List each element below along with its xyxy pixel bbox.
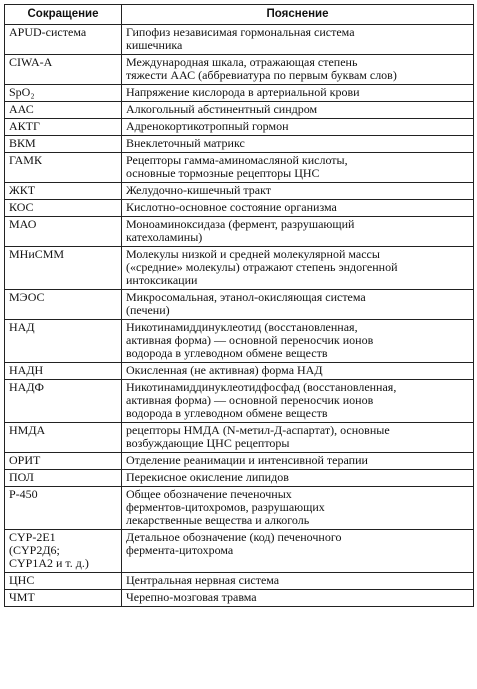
abbreviation-cell: НАДН xyxy=(5,363,122,380)
explanation-cell: Моноаминоксидаза (фермент, разрушающий катехоламины) xyxy=(122,217,474,247)
explanation-cell: Окисленная (не активная) форма НАД xyxy=(122,363,474,380)
explanation-cell: Микросомальная, этанол-окисляющая система (печени) xyxy=(122,290,474,320)
explanation-cell: Внеклеточный матрикс xyxy=(122,136,474,153)
abbreviation-cell: ЦНС xyxy=(5,573,122,590)
table-row xyxy=(5,200,474,217)
table-row xyxy=(5,25,474,55)
table-row xyxy=(5,530,474,573)
table-header-row xyxy=(5,5,474,25)
table-row xyxy=(5,119,474,136)
table-row xyxy=(5,102,474,119)
explanation-cell: Общее обозначение печеночных ферментов-цитохромов, разрушающих лекарственные вещества и алкоголь xyxy=(122,487,474,530)
explanation-cell: Отделение реанимации и интенсивной терапии xyxy=(122,453,474,470)
table-row xyxy=(5,136,474,153)
explanation-cell: Центральная нервная система xyxy=(122,573,474,590)
abbreviation-cell: АКТГ xyxy=(5,119,122,136)
table-row xyxy=(5,183,474,200)
table-row xyxy=(5,153,474,183)
explanation-cell: Никотинамиддинуклеотид (восстановленная, активная форма) — основной переносчик ионов водорода в углеводном обмене веществ xyxy=(122,320,474,363)
table-row xyxy=(5,85,474,102)
explanation-cell: Детальное обозначение (код) печеночного фермента-цитохрома xyxy=(122,530,474,573)
abbreviation-cell: ЖКТ xyxy=(5,183,122,200)
explanation-cell: Черепно-мозговая травма xyxy=(122,590,474,607)
abbreviation-cell: CIWA-A xyxy=(5,55,122,85)
abbreviation-cell: КОС xyxy=(5,200,122,217)
abbreviation-cell: МЭОС xyxy=(5,290,122,320)
abbreviations-table xyxy=(4,4,474,607)
abbreviation-cell: НАДФ xyxy=(5,380,122,423)
table-row xyxy=(5,217,474,247)
header-abbreviation: Сокращение xyxy=(5,5,122,25)
abbreviation-cell: ГАМК xyxy=(5,153,122,183)
abbreviation-cell: МНиСММ xyxy=(5,247,122,290)
explanation-cell: рецепторы НМДА (N-метил-Д-аспартат), основные возбуждающие ЦНС рецепторы xyxy=(122,423,474,453)
table-row xyxy=(5,363,474,380)
explanation-cell: Желудочно-кишечный тракт xyxy=(122,183,474,200)
table-row xyxy=(5,573,474,590)
table-row xyxy=(5,470,474,487)
table-row xyxy=(5,55,474,85)
explanation-cell: Никотинамиддинуклеотидфосфад (восстановленная, активная форма) — основной переносчик ионов водорода в углеводном обмене веществ xyxy=(122,380,474,423)
abbreviation-cell: НМДА xyxy=(5,423,122,453)
explanation-cell: Международная шкала, отражающая степень тяжести ААС (аббревиатура по первым буквам слов) xyxy=(122,55,474,85)
explanation-cell: Алкогольный абстинентный синдром xyxy=(122,102,474,119)
abbreviation-cell: ПОЛ xyxy=(5,470,122,487)
abbreviation-cell: ВКМ xyxy=(5,136,122,153)
table-row xyxy=(5,590,474,607)
table-row xyxy=(5,247,474,290)
table-row xyxy=(5,380,474,423)
table-body xyxy=(5,25,474,607)
abbreviation-cell: НАД xyxy=(5,320,122,363)
abbreviation-cell: Р-450 xyxy=(5,487,122,530)
abbreviation-cell: CYP-2E1 (CYP2Д6; CYP1A2 и т. д.) xyxy=(5,530,122,573)
explanation-cell: Молекулы низкой и средней молекулярной массы («средние» молекулы) отражают степень эндогенной интоксикации xyxy=(122,247,474,290)
explanation-cell: Напряжение кислорода в артериальной крови xyxy=(122,85,474,102)
explanation-cell: Адренокортикотропный гормон xyxy=(122,119,474,136)
explanation-cell: Гипофиз независимая гормональная система кишечника xyxy=(122,25,474,55)
abbreviation-cell: SpO₂ xyxy=(5,85,122,102)
table-row xyxy=(5,453,474,470)
abbreviation-cell: ЧМТ xyxy=(5,590,122,607)
explanation-cell: Кислотно-основное состояние организма xyxy=(122,200,474,217)
table-row xyxy=(5,423,474,453)
abbreviation-cell: МАО xyxy=(5,217,122,247)
abbreviation-cell: APUD-система xyxy=(5,25,122,55)
table-row xyxy=(5,487,474,530)
table-row xyxy=(5,320,474,363)
header-explanation: Пояснение xyxy=(122,5,474,25)
explanation-cell: Рецепторы гамма-аминомасляной кислоты, основные тормозные рецепторы ЦНС xyxy=(122,153,474,183)
table-row xyxy=(5,290,474,320)
explanation-cell: Перекисное окисление липидов xyxy=(122,470,474,487)
abbreviation-cell: ОРИТ xyxy=(5,453,122,470)
abbreviation-cell: ААС xyxy=(5,102,122,119)
